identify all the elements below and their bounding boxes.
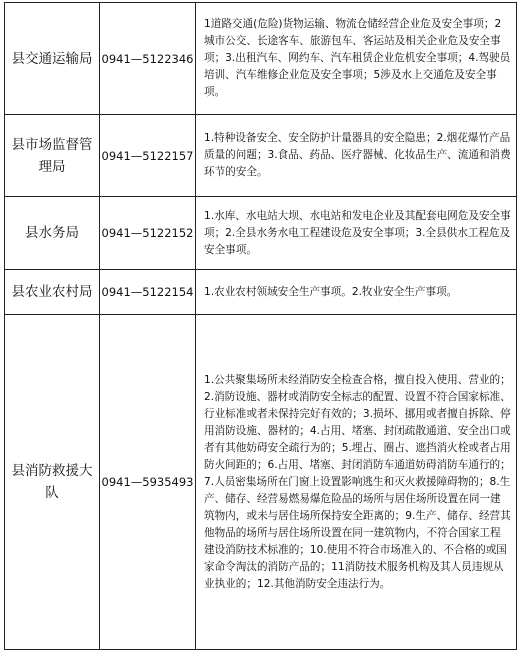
duty-description: 1.特种设备安全、安全防护计量器具的安全隐患；2.烟花爆竹产品质量的问题；3.食品、药品、医疗器械、化妆品生产、流通和消费环节的安全。 bbox=[196, 115, 517, 197]
department-name: 县市场监督管理局 bbox=[5, 115, 100, 197]
department-name: 县农业农村局 bbox=[5, 270, 100, 315]
responsibility-table bbox=[4, 2, 517, 650]
table-row bbox=[5, 3, 517, 115]
table-row bbox=[5, 115, 517, 197]
phone-number: 0941—5935493 bbox=[100, 315, 196, 650]
duty-description: 1.公共聚集场所未经消防安全检查合格，擅自投入使用、营业的；2.消防设施、器材或消防安全标志的配置、设置不符合国家标准、行业标准或者未保持完好有效的；3.损坏、挪用或者擅自拆除、停用消防设施、器材的；4.占用、堵塞、封闭疏散通道、安全出口或者有其他妨碍安全疏行为的；5.埋占、圈占、遮挡消火栓或者占用防火间距的；6.占用、堵塞、封闭消防车通道妨碍消防车通行的；7.人员密集场所在门窗上设置影响逃生和灭火救援障碍物的；8.生产、储存、经营易燃易爆危险品的场所与居住场所设置在同一建筑物内，或未与居住场所保持安全距离的；9.生产、储存、经营其他物品的场所与居住场所设置在同一建筑物内，不符合国家工程建设消防技术标准的；10.使用不符合市场准入的、不合格的或国家命令淘汰的消防产品的；11消防技术服务机构及其人员违规从业执业的；12.其他消防安全违法行为。 bbox=[196, 315, 517, 650]
table-row bbox=[5, 197, 517, 270]
table-row bbox=[5, 315, 517, 650]
phone-number: 0941—5122157 bbox=[100, 115, 196, 197]
department-name: 县交通运输局 bbox=[5, 3, 100, 115]
phone-number: 0941—5122346 bbox=[100, 3, 196, 115]
table-row bbox=[5, 270, 517, 315]
duty-description: 1道路交通(危险)货物运输、物流仓储经营企业危及安全事项；2城市公交、长途客车、旅游包车、客运站及相关企业危及安全事项；3.出租汽车、网约车、汽车租赁企业危机安全事项；4.驾驶员培训、汽车维修企业危及安全事项；5涉及水上交通危及安全事项。 bbox=[196, 3, 517, 115]
phone-number: 0941—5122152 bbox=[100, 197, 196, 270]
duty-description: 1.农业农村领域安全生产事项。2.牧业安全生产事项。 bbox=[196, 270, 517, 315]
department-name: 县消防救援大队 bbox=[5, 315, 100, 650]
duty-description: 1.水库、水电站大坝、水电站和发电企业及其配套电网危及安全事项；2.全县水务水电工程建设危及安全事项；3.全县供水工程危及安全事项。 bbox=[196, 197, 517, 270]
department-name: 县水务局 bbox=[5, 197, 100, 270]
phone-number: 0941—5122154 bbox=[100, 270, 196, 315]
